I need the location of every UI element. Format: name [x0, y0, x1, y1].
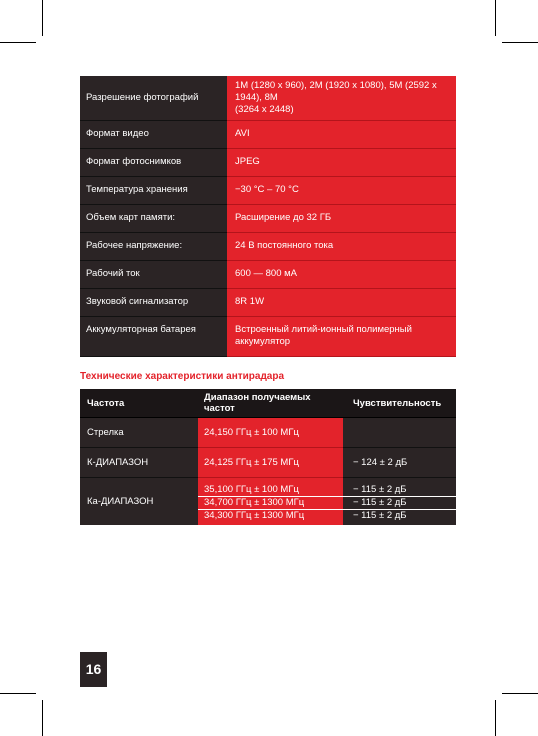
column-header: Частота [80, 389, 198, 418]
sensitivity [343, 418, 456, 448]
spec-row [80, 148, 456, 176]
crop-mark [502, 42, 538, 43]
spec-row [80, 204, 456, 232]
spec-row [80, 120, 456, 148]
spec-label: Разрешение фотографий [80, 76, 227, 120]
sensitivity: − 124 ± 2 дБ [343, 448, 456, 478]
radar-header-row [80, 389, 456, 418]
spec-value: Расширение до 32 ГБ [227, 204, 456, 232]
spec-row [80, 316, 456, 356]
spec-value: −30 °C – 70 °C [227, 176, 456, 204]
table-row [80, 448, 456, 478]
spec-label: Звуковой сигнализатор [80, 288, 227, 316]
crop-mark [0, 693, 36, 694]
spec-value: AVI [227, 120, 456, 148]
spec-row [80, 288, 456, 316]
crop-mark [502, 693, 538, 694]
crop-mark [42, 0, 43, 36]
crop-mark [0, 42, 36, 43]
spec-value: Встроенный литий-ионный полимерный аккумулятор [227, 316, 456, 356]
spec-value: 24 В постоянного тока [227, 232, 456, 260]
band-name: К-ДИАПАЗОН [80, 448, 198, 478]
table-row [80, 478, 456, 497]
page-number: 16 [85, 661, 102, 677]
spec-row [80, 260, 456, 288]
spec-value: JPEG [227, 148, 456, 176]
spec-label: Температура хранения [80, 176, 227, 204]
spec-row [80, 176, 456, 204]
spec-label: Рабочий ток [80, 260, 227, 288]
column-header: Чувствительность [343, 389, 456, 418]
spec-label: Формат видео [80, 120, 227, 148]
frequency-range: 34,700 ГГц ± 1300 МГц [198, 497, 343, 510]
spec-label: Формат фотоснимков [80, 148, 227, 176]
spec-value: 1M (1280 x 960), 2M (1920 x 1080), 5M (2592 x 1944), 8M (3264 x 2448) [227, 76, 456, 120]
spec-label: Объем карт памяти: [80, 204, 227, 232]
frequency-range: 24,150 ГГц ± 100 МГц [198, 418, 343, 448]
band-name: Стрелка [80, 418, 198, 448]
radar-table [80, 389, 456, 525]
crop-mark [495, 700, 496, 736]
spec-row [80, 76, 456, 120]
spec-value: 8R 1W [227, 288, 456, 316]
sensitivity: − 115 ± 2 дБ [343, 510, 456, 526]
table-row [80, 418, 456, 448]
spec-row [80, 232, 456, 260]
frequency-range: 35,100 ГГц ± 100 МГц [198, 478, 343, 497]
band-name: Ка-ДИАПАЗОН [80, 478, 198, 526]
spec-value: 600 — 800 мА [227, 260, 456, 288]
column-header: Диапазон получаемых частот [198, 389, 343, 418]
crop-mark [42, 700, 43, 736]
spec-label: Аккумуляторная батарея [80, 316, 227, 356]
section-title: Технические характеристики антирадара [80, 371, 285, 382]
sensitivity: − 115 ± 2 дБ [343, 478, 456, 497]
page-number-tab [80, 652, 107, 687]
sensitivity: − 115 ± 2 дБ [343, 497, 456, 510]
spec-table [80, 76, 456, 357]
crop-mark [495, 0, 496, 36]
frequency-range: 34,300 ГГц ± 1300 МГц [198, 510, 343, 526]
spec-label: Рабочее напряжение: [80, 232, 227, 260]
frequency-range: 24,125 ГГц ± 175 МГц [198, 448, 343, 478]
